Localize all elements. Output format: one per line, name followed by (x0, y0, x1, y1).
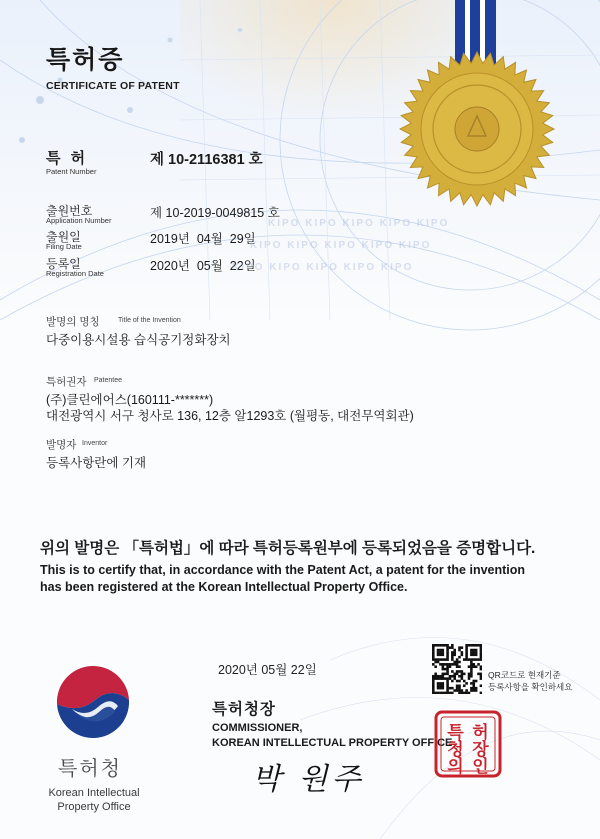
kipo-watermark: KIPO KIPO KIPO KIPO KIPO (250, 240, 432, 251)
certificate-title-en: CERTIFICATE OF PATENT (46, 80, 180, 92)
patentee-label-en: Patentee (94, 377, 123, 384)
issue-date: 2020년 05월 22일 (218, 663, 317, 677)
qr-code-note (488, 669, 572, 693)
kipo-watermark: KIPO KIPO KIPO KIPO KIPO (232, 262, 414, 273)
kipo-name-en-line1: Korean Intellectual (48, 787, 140, 799)
filing-date-label-en: Filing Date (46, 242, 82, 251)
patentee-name: (주)클린에어스(160111-*******) (46, 393, 214, 407)
application-number-label-en: Application Number (46, 216, 112, 225)
commissioner-signature: 박 원주 (252, 762, 365, 797)
invention-title-value: 다중이용시설용 습식공기정화장치 (46, 333, 231, 347)
taegeuk-logo-icon (52, 660, 134, 742)
patent-number-label-ko: 특 허 (46, 150, 89, 167)
qr-code-note-line1: QR코드로 현재기준 (488, 670, 561, 680)
patentee-label-ko: 특허권자 (46, 376, 87, 388)
qr-code-icon[interactable] (432, 644, 482, 694)
stamp-char: 청 (447, 740, 464, 759)
inventor-label-ko: 발명자 (46, 439, 77, 451)
stamp-char: 인 (472, 757, 489, 776)
stamp-char: 의 (447, 757, 464, 776)
patent-number-value: 제 10-2116381 호 (150, 152, 263, 168)
kipo-name-en-line2: Property Office (57, 801, 131, 813)
patentee-address: 대전광역시 서구 청사로 136, 12층 알1293호 (월평동, 대전무역회관) (46, 409, 414, 423)
commissioner-title-en-line1: COMMISSIONER, (212, 722, 303, 734)
kipo-name-en (36, 786, 152, 814)
inventor-value: 등록사항란에 기재 (46, 456, 147, 470)
stamp-char: 특 (447, 723, 464, 742)
application-number-value: 제 10-2019-0049815 호 (150, 206, 280, 220)
kipo-watermark: KIPO KIPO KIPO KIPO KIPO (268, 218, 450, 229)
filing-date-label-ko: 출원일 (46, 230, 81, 244)
application-number-label-ko: 출원번호 (46, 204, 93, 218)
certification-statement-en-line2: has been registered at the Korean Intellectual Property Office. (40, 580, 408, 594)
inventor-label-en: Inventor (82, 440, 108, 447)
registration-date-label-en: Registration Date (46, 269, 104, 278)
kipo-name-ko: 특허청 (58, 758, 122, 780)
gold-seal-icon (398, 50, 556, 208)
qr-code-note-line2: 등록사항을 확인하세요 (488, 682, 573, 692)
filing-date-value: 2019년 04월 29일 (150, 232, 256, 246)
invention-title-label-ko: 발명의 명칭 (46, 316, 100, 328)
stamp-char: 허 (472, 723, 489, 742)
certification-statement-ko: 위의 발명은 「특허법」에 따라 특허등록원부에 등록되었음을 증명합니다. (40, 540, 536, 557)
red-stamp-icon (434, 710, 502, 778)
registration-date-value: 2020년 05월 22일 (150, 259, 256, 273)
certificate-title-ko: 특허증 (46, 46, 125, 74)
patent-number-label-en: Patent Number (46, 167, 97, 176)
stamp-char: 장 (472, 740, 489, 759)
commissioner-title-en-line2: KOREAN INTELLECTUAL PROPERTY OFFICE (212, 737, 453, 749)
invention-title-label-en: Title of the Invention (118, 317, 181, 324)
commissioner-title-ko: 특허청장 (212, 701, 276, 718)
registration-date-label-ko: 등록일 (46, 257, 81, 271)
certification-statement-en-line1: This is to certify that, in accordance with the Patent Act, a patent for the invention (40, 563, 526, 577)
